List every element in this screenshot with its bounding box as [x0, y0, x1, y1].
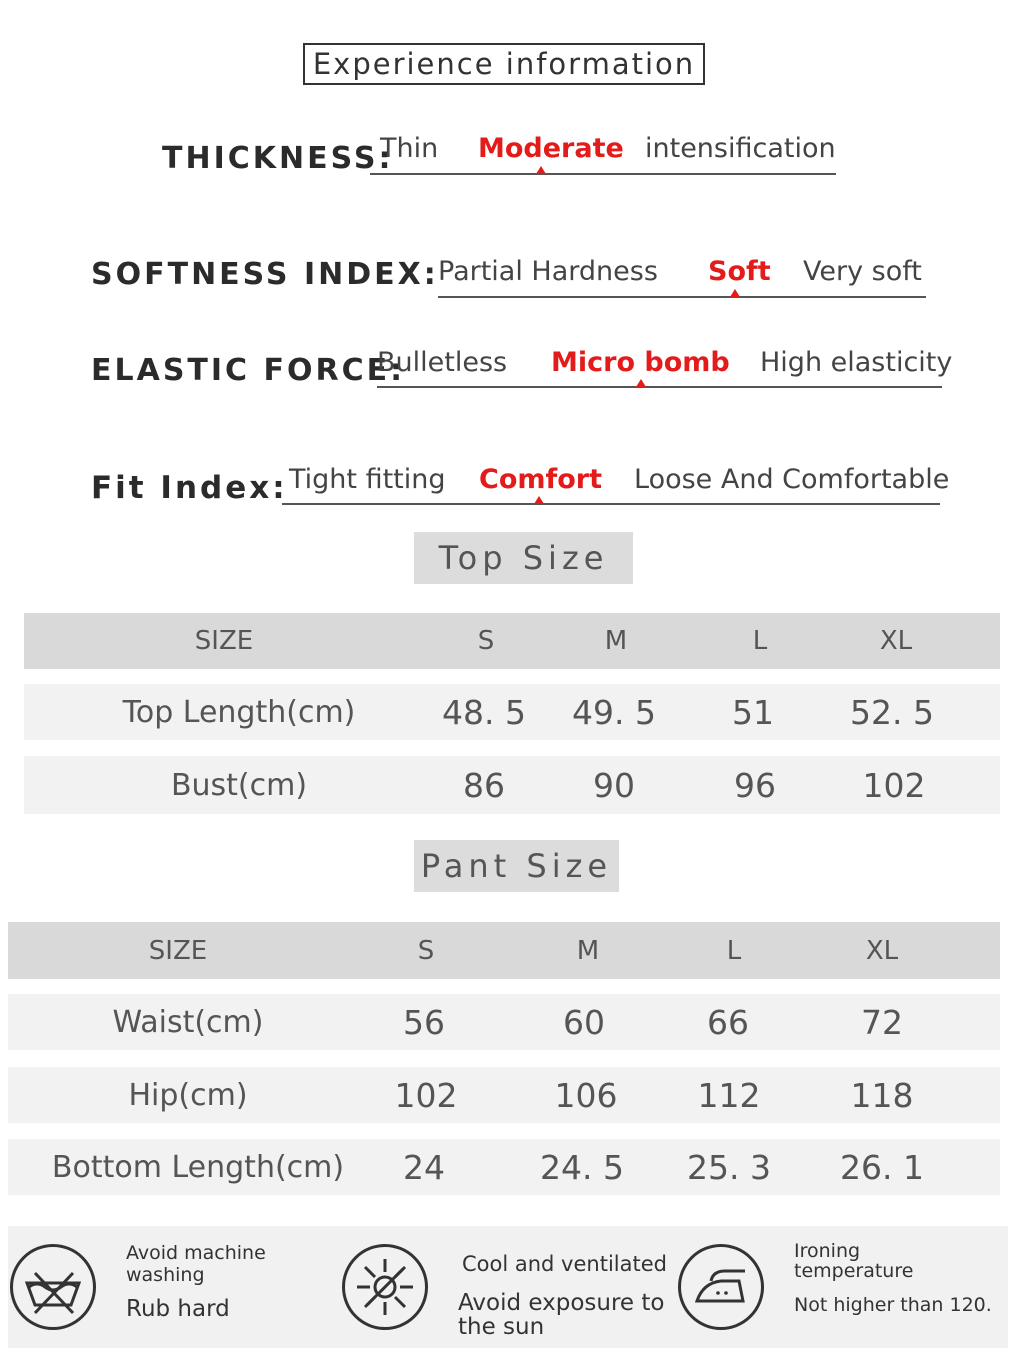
care-text-1b: washing [126, 1264, 205, 1286]
softness-label: SOFTNESS INDEX: [91, 257, 439, 292]
cell-xl: 72 [861, 1002, 903, 1042]
top-size-header-l: L [752, 626, 768, 656]
care-text-3c: Not higher than 120. [794, 1294, 992, 1316]
softness-option-partial-hardness: Partial Hardness [438, 256, 658, 287]
elastic-option-micro-bomb: Micro bomb [551, 347, 730, 378]
sun-icon [342, 1244, 428, 1330]
cell-m: 90 [593, 765, 635, 805]
pant-size-header-s: S [417, 935, 435, 966]
elastic-scale-line [377, 386, 942, 388]
pant-size-header-row [8, 922, 1000, 979]
softness-option-soft: Soft [708, 256, 771, 287]
top-size-row-length [24, 684, 1000, 740]
top-size-header-xl: XL [879, 626, 913, 656]
care-text-3b: temperature [794, 1260, 914, 1282]
softness-option-very-soft: Very soft [803, 256, 922, 287]
pant-size-row-waist [8, 994, 1000, 1050]
top-size-header-row [24, 613, 1000, 669]
cell-s: 24 [403, 1147, 445, 1187]
thickness-scale-line [370, 173, 836, 175]
elastic-marker [636, 379, 646, 387]
thickness-label: THICKNESS: [162, 141, 394, 176]
care-text-1a: Avoid machine [126, 1242, 266, 1264]
no-machine-wash-icon [10, 1244, 96, 1330]
row-label: Bottom Length(cm) [51, 1149, 345, 1185]
thickness-marker [536, 166, 546, 174]
cell-l: 25. 3 [687, 1147, 771, 1187]
top-size-header-size: SIZE [194, 626, 254, 656]
cell-s: 86 [463, 765, 505, 805]
cell-xl: 52. 5 [850, 692, 934, 732]
fit-label: Fit Index: [91, 470, 288, 506]
elastic-option-bulletless: Bulletless [377, 347, 508, 378]
pant-size-header-size: SIZE [148, 935, 208, 966]
cell-s: 102 [394, 1075, 458, 1115]
care-text-2c: the sun [458, 1314, 545, 1340]
cell-xl: 26. 1 [840, 1147, 924, 1187]
pant-size-title: Pant Size [414, 840, 619, 892]
page-title: Experience information [303, 43, 705, 85]
softness-scale-line [438, 296, 926, 298]
cell-s: 48. 5 [442, 692, 526, 732]
pant-size-header-xl: XL [865, 935, 899, 966]
fit-option-comfort: Comfort [479, 464, 603, 495]
fit-marker [534, 496, 544, 504]
cell-xl: 102 [862, 765, 926, 805]
cell-l: 51 [732, 692, 774, 732]
care-text-2a: Cool and ventilated [462, 1252, 667, 1276]
care-text-3a: Ironing [794, 1240, 861, 1262]
iron-icon [678, 1244, 764, 1330]
row-label: Top Length(cm) [122, 694, 356, 730]
cell-l: 96 [734, 765, 776, 805]
row-label: Bust(cm) [170, 767, 308, 803]
cell-xl: 118 [850, 1075, 914, 1115]
thickness-option-intensification: intensification [645, 133, 836, 164]
pant-size-header-l: L [726, 935, 742, 966]
pant-size-header-m: M [576, 935, 600, 966]
pant-size-row-bottom-length [8, 1139, 1000, 1195]
top-size-header-s: S [477, 626, 495, 656]
elastic-label: ELASTIC FORCE: [91, 353, 406, 388]
care-text-2b: Avoid exposure to [458, 1290, 665, 1316]
elastic-option-high-elasticity: High elasticity [760, 347, 953, 378]
care-text-1c: Rub hard [126, 1296, 230, 1322]
cell-l: 112 [697, 1075, 761, 1115]
thickness-option-thin: Thin [380, 133, 439, 164]
fit-option-tight-fitting: Tight fitting [289, 464, 446, 495]
top-size-title: Top Size [414, 532, 633, 584]
care-instructions [8, 1226, 1008, 1348]
fit-option-loose: Loose And Comfortable [634, 464, 950, 495]
pant-size-row-hip [8, 1067, 1000, 1123]
row-label: Hip(cm) [128, 1077, 248, 1113]
cell-m: 49. 5 [572, 692, 656, 732]
top-size-row-bust [24, 756, 1000, 814]
thickness-option-moderate: Moderate [478, 133, 624, 164]
cell-s: 56 [403, 1002, 445, 1042]
cell-m: 106 [554, 1075, 618, 1115]
top-size-header-m: M [604, 626, 628, 656]
row-label: Waist(cm) [112, 1004, 264, 1040]
softness-marker [730, 289, 740, 297]
cell-m: 60 [563, 1002, 605, 1042]
fit-scale-line [282, 503, 940, 505]
cell-m: 24. 5 [540, 1147, 624, 1187]
cell-l: 66 [707, 1002, 749, 1042]
